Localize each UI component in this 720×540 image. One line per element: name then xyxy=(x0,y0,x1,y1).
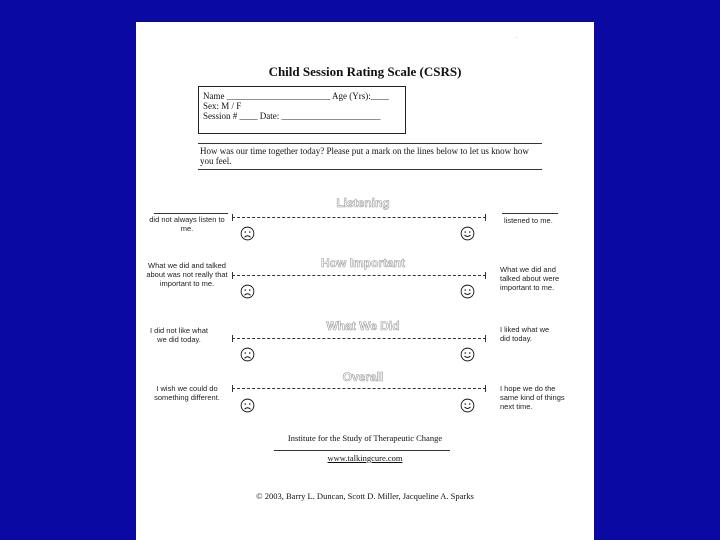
left-label-listening: did not always listen to me. xyxy=(149,215,225,233)
sad-face-icon xyxy=(240,398,255,413)
sad-face-icon xyxy=(240,226,255,241)
rating-line-what-we-did[interactable] xyxy=(232,338,486,339)
right-label-listening: listened to me. xyxy=(504,216,553,225)
label-underline xyxy=(154,213,228,214)
divider xyxy=(198,143,542,144)
sad-face-icon xyxy=(240,347,255,362)
left-label-how-important: What we did and talked about was not really that important to me. xyxy=(146,261,228,288)
section-title-overall: Overall xyxy=(342,370,384,384)
rating-line-overall[interactable] xyxy=(232,388,486,389)
form-page: . Child Session Rating Scale (CSRS) Name _______________________ Age (Yrs):____ Sex: M / F Session # ____ Date: ______________________ How was our time together today? Please put a mark on the lines below to let us know how you feel. Listening did not always listen to me. listened to me. How Important What we did and talked about was not really that important to me. What we did and talked about were important to me. What We Did I did not like what we did today. I liked what we did today. Overall I wish we could do something different. I hope we do the same kind of things next time. Institute for the Study of Therapeutic Change www.talkingcure.com © 2003, Barry L. Duncan, Scott D. Miller, Jacqueline A. Sparks xyxy=(136,22,594,540)
name-age-field: Name _______________________ Age (Yrs):____ xyxy=(203,91,389,101)
website-link[interactable]: www.talkingcure.com xyxy=(327,453,403,463)
right-label-how-important: What we did and talked about were important to me. xyxy=(500,265,560,292)
right-label-overall: I hope we do the same kind of things next time. xyxy=(500,384,565,411)
section-title-listening: Listening xyxy=(336,196,390,210)
left-label-overall: I wish we could do something different. xyxy=(154,384,220,402)
right-label-what-we-did: I liked what we did today. xyxy=(500,325,550,343)
left-label-what-we-did: I did not like what we did today. xyxy=(150,326,208,344)
divider xyxy=(274,450,450,451)
institute-name: Institute for the Study of Therapeutic Change xyxy=(287,433,443,443)
section-title-how-important: How Important xyxy=(321,256,405,270)
copyright-notice: © 2003, Barry L. Duncan, Scott D. Miller, Jacqueline A. Sparks xyxy=(256,491,474,501)
client-info-box xyxy=(198,86,406,134)
session-date-field: Session # ____ Date: ______________________ xyxy=(203,111,381,121)
rating-line-listening[interactable] xyxy=(232,217,486,218)
sex-field: Sex: M / F xyxy=(203,101,242,111)
happy-face-icon xyxy=(460,284,475,299)
section-title-what-we-did: What We Did xyxy=(326,319,400,333)
happy-face-icon xyxy=(460,398,475,413)
divider xyxy=(198,169,542,170)
sad-face-icon xyxy=(240,284,255,299)
instructions: How was our time together today? Please put a mark on the lines below to let us know how you feel. xyxy=(200,146,529,166)
happy-face-icon xyxy=(460,347,475,362)
form-title: Child Session Rating Scale (CSRS) xyxy=(268,64,462,79)
happy-face-icon xyxy=(460,226,475,241)
rating-line-how-important[interactable] xyxy=(232,275,486,276)
label-underline xyxy=(502,213,558,214)
